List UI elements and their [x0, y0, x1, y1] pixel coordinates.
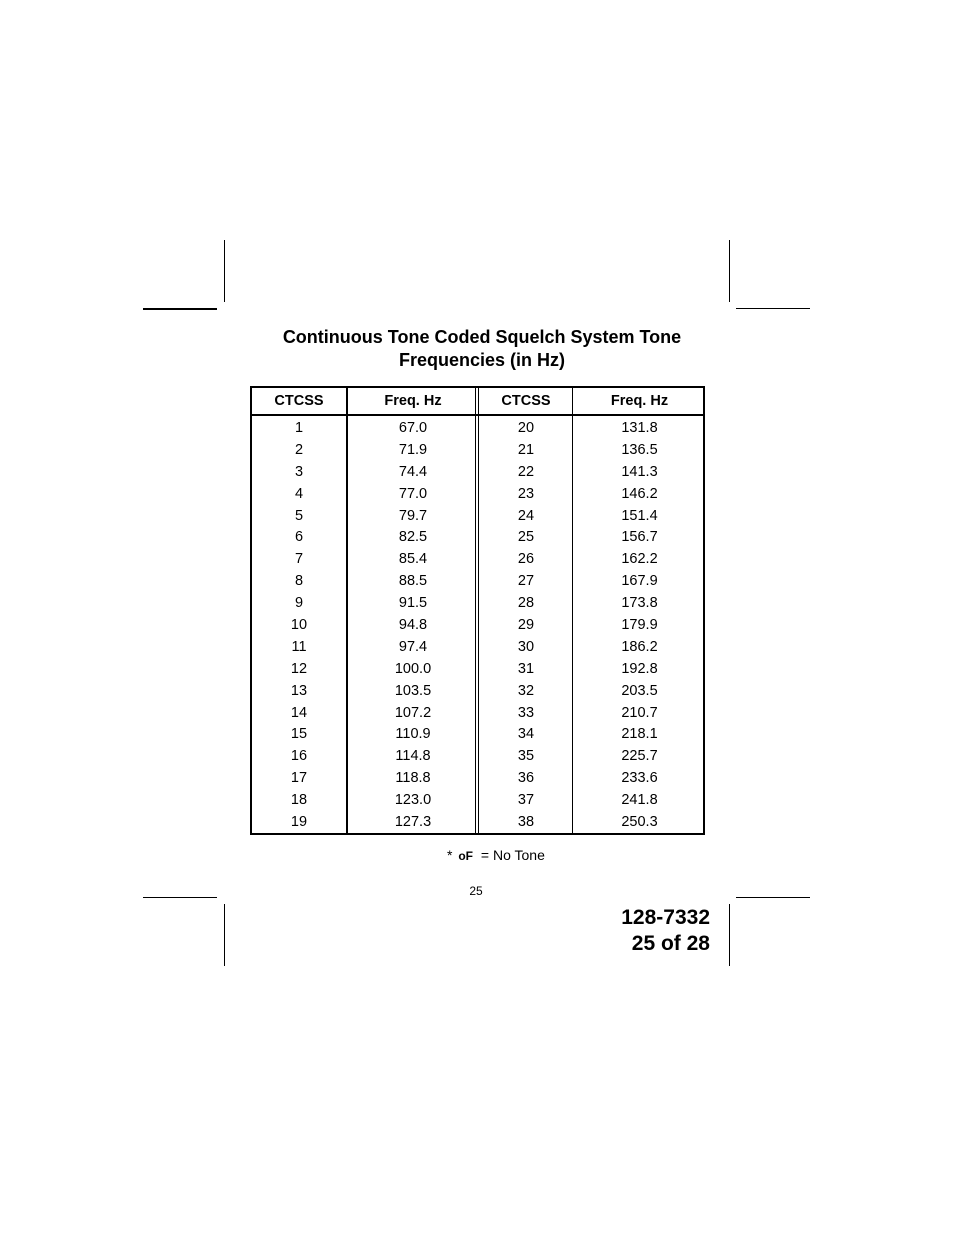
table-title	[200, 326, 764, 372]
crop-mark-bottom-left-horizontal	[143, 897, 217, 898]
table-cell: 77.0	[398, 485, 428, 502]
table-cell: 71.9	[398, 441, 428, 458]
footnote-asterisk: *	[447, 847, 453, 863]
table-cell: 146.2	[621, 485, 658, 502]
table-cell: 103.5	[394, 682, 432, 699]
table-cell: 24	[517, 507, 535, 524]
table-cell: 192.8	[621, 660, 658, 677]
table-cell: 36	[517, 770, 535, 787]
table-cell: 10	[290, 617, 308, 634]
table-cell: 136.5	[621, 441, 658, 458]
table-cell: 74.4	[398, 463, 428, 480]
header-ctcss-left: CTCSS	[274, 393, 324, 409]
table-cell: 100.0	[394, 660, 432, 677]
table-cell: 8	[294, 573, 304, 590]
table-cell: 2	[294, 441, 304, 458]
table-cell: 110.9	[395, 726, 431, 743]
table-cell: 21	[517, 441, 535, 458]
table-cell: 88.5	[398, 573, 428, 590]
table-cell: 218.1	[621, 726, 658, 743]
document-id	[621, 905, 710, 957]
table-cell: 33	[517, 704, 535, 721]
table-cell: 7	[294, 551, 304, 568]
table-cell: 14	[290, 704, 308, 721]
table-cell: 91.5	[398, 595, 428, 612]
table-cell: 25	[517, 529, 535, 546]
table-cell: 20	[517, 420, 535, 436]
header-ctcss-right: CTCSS	[501, 393, 551, 409]
table-cell: 210.7	[621, 704, 658, 721]
table-cell: 241.8	[621, 792, 658, 809]
table-cell: 13	[290, 682, 308, 699]
header-freq-left: Freq. Hz	[384, 393, 442, 409]
table-cell: 37	[517, 792, 535, 809]
table-cell: 114.8	[395, 748, 431, 765]
crop-mark-top-right-vertical	[729, 240, 730, 302]
table-cell: 32	[517, 682, 535, 699]
table-cell: 225.7	[621, 748, 658, 765]
table-cell: 18	[290, 792, 308, 809]
table-cell: 12	[290, 660, 308, 677]
table-cell: 203.5	[621, 682, 658, 699]
table-cell: 250.3	[621, 814, 658, 831]
table-cell: 85.4	[398, 551, 428, 568]
table-cell: 151.4	[621, 507, 658, 524]
crop-mark-top-right-horizontal	[736, 308, 810, 309]
crop-mark-top-left-vertical	[224, 240, 225, 302]
table-cell: 4	[294, 485, 304, 502]
table-cell: 6	[294, 529, 304, 546]
table-cell: 17	[290, 770, 308, 787]
table-cell: 97.4	[398, 638, 428, 655]
table-cell: 15	[290, 726, 308, 743]
table-cell: 19	[290, 814, 308, 831]
table-cell: 35	[517, 748, 535, 765]
crop-mark-bottom-right-vertical	[729, 904, 730, 966]
table-cell: 29	[517, 617, 535, 634]
footnote-symbol: oF	[458, 849, 474, 863]
column-ctcss-left	[252, 418, 346, 834]
table-title-line-2: Frequencies (in Hz)	[398, 350, 566, 370]
table-cell: 118.8	[395, 770, 431, 787]
table-cell: 167.9	[621, 573, 658, 590]
crop-mark-top-left-horizontal	[143, 308, 217, 310]
table-cell: 28	[517, 595, 535, 612]
table-cell: 82.5	[398, 529, 428, 546]
table-cell: 162.2	[621, 551, 658, 568]
table-cell: 173.8	[621, 595, 658, 612]
table-cell: 156.7	[621, 529, 658, 546]
table-title-line-1: Continuous Tone Coded Squelch System Tone	[282, 327, 682, 347]
table-cell: 22	[517, 463, 535, 480]
table-cell: 23	[517, 485, 535, 502]
table-cell: 16	[290, 748, 308, 765]
column-freq-left	[349, 418, 477, 834]
table-cell: 11	[291, 638, 307, 655]
column-ctcss-right	[479, 418, 573, 834]
table-cell: 3	[294, 463, 304, 480]
table-cell: 94.8	[398, 617, 428, 634]
table-cell: 31	[517, 660, 535, 677]
header-freq-right: Freq. Hz	[610, 393, 669, 409]
table-cell: 26	[517, 551, 535, 568]
document-number: 128-7332	[621, 906, 710, 929]
table-cell: 179.9	[621, 617, 658, 634]
table-cell: 141.3	[621, 463, 658, 480]
table-cell: 27	[517, 573, 535, 590]
column-freq-right	[574, 418, 705, 834]
table-cell: 127.3	[394, 814, 432, 831]
page-number: 25	[469, 884, 483, 898]
crop-mark-bottom-left-vertical	[224, 904, 225, 966]
table-cell: 107.2	[394, 704, 432, 721]
table-cell: 67.0	[398, 420, 428, 436]
table-cell: 123.0	[394, 792, 432, 809]
table-cell: 5	[294, 507, 304, 524]
table-cell: 79.7	[398, 507, 428, 524]
table-cell: 34	[517, 726, 535, 743]
table-cell: 131.8	[621, 420, 658, 436]
table-cell: 233.6	[621, 770, 658, 787]
footnote-text: = No Tone	[480, 847, 545, 863]
table-cell: 1	[294, 420, 304, 436]
document-page-count: 25 of 28	[631, 932, 710, 955]
footnote	[447, 846, 545, 865]
table-cell: 186.2	[621, 638, 658, 655]
crop-mark-bottom-right-horizontal	[736, 897, 810, 898]
table-cell: 38	[517, 814, 535, 831]
column-divider-1	[346, 388, 348, 833]
table-cell: 30	[517, 638, 535, 655]
ctcss-frequency-table	[250, 386, 705, 835]
table-cell: 9	[294, 595, 304, 612]
